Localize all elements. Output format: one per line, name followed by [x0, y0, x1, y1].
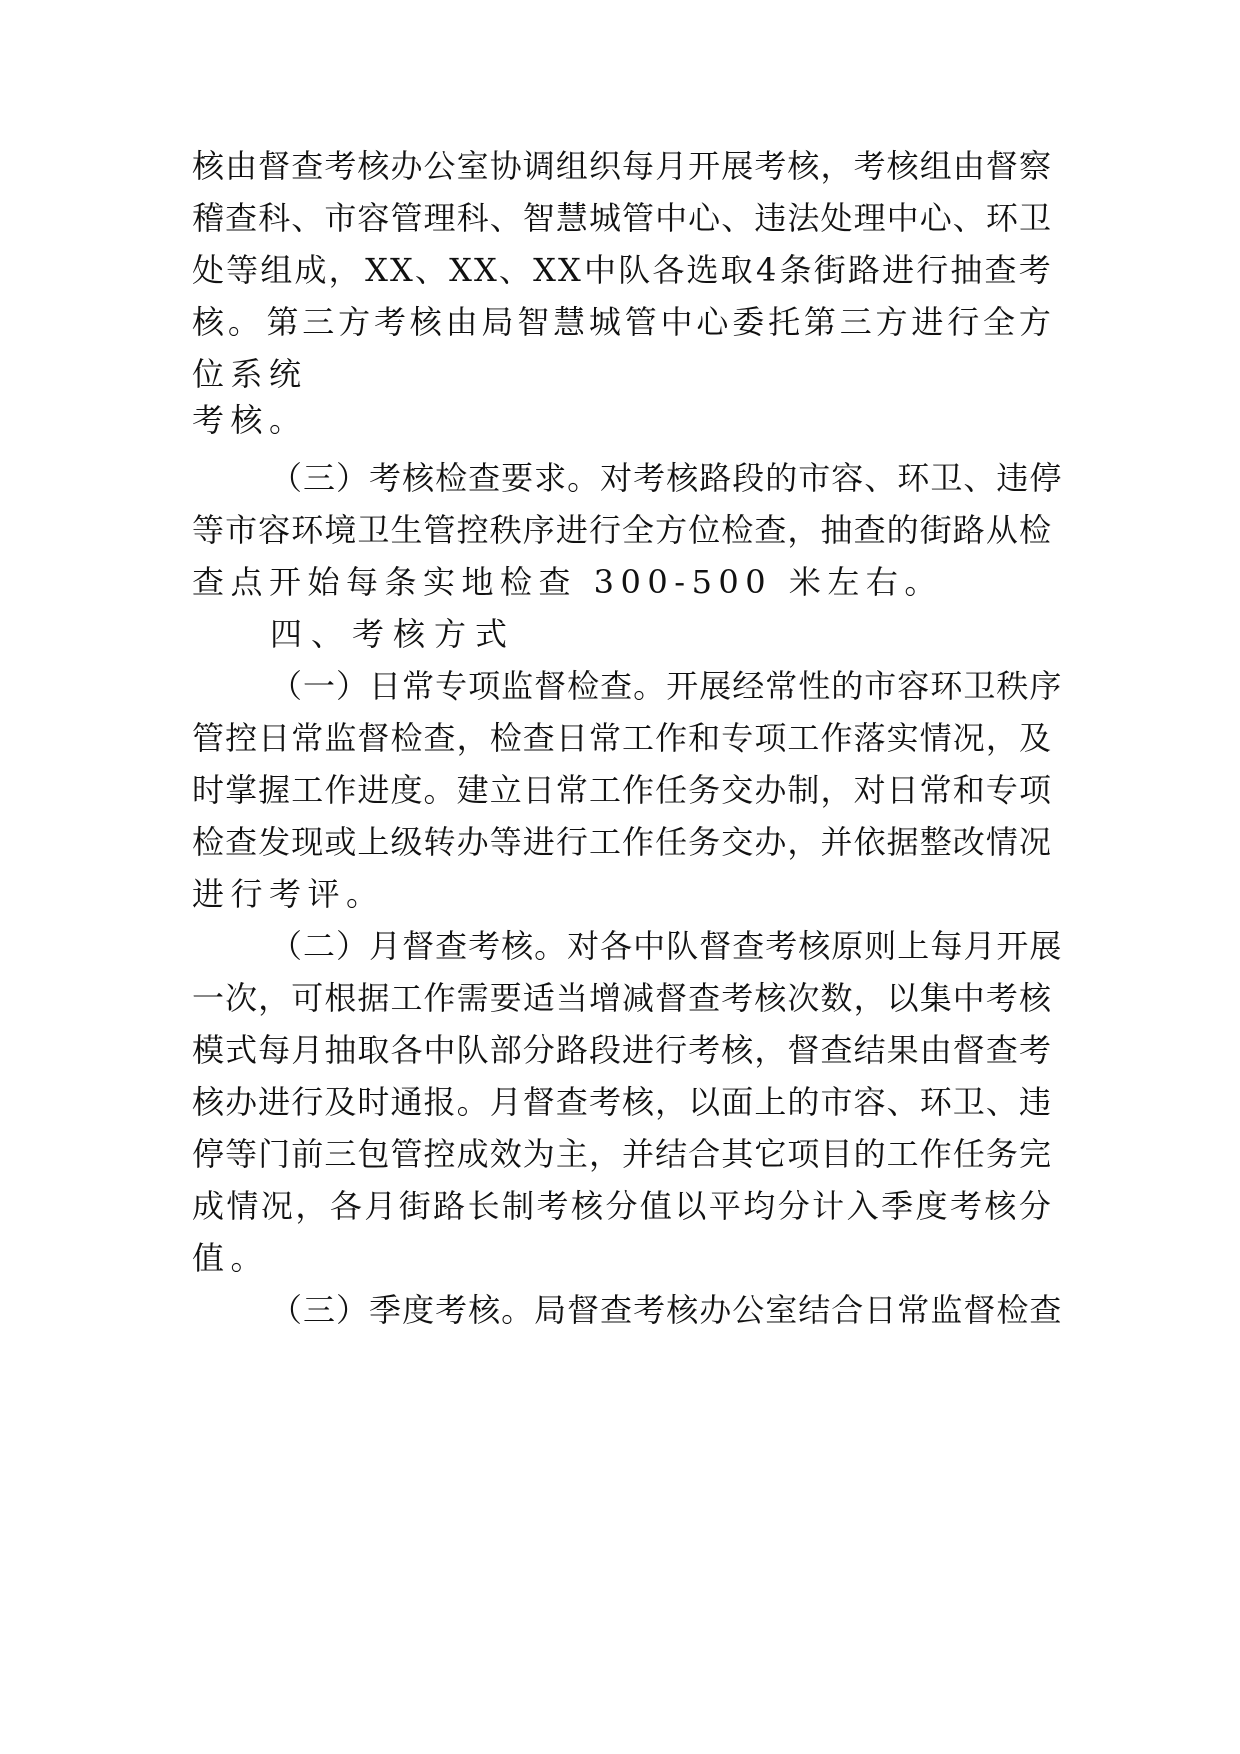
paragraph-line: 位系统 — [192, 355, 308, 393]
paragraph-line: 时 掌 握 工 作 进 度 。 建 立 日 常 工 作 任 务 交 办 制 ， 对 日 常 和 专 项 — [192, 771, 1052, 809]
section-heading: 四、考核方式 — [270, 615, 517, 653]
paragraph-line: 考核。 — [192, 401, 308, 439]
paragraph-line: 值。 — [192, 1239, 270, 1277]
paragraph-line: 检 查 发 现 或 上 级 转 办 等 进 行 工 作 任 务 交 办 ， 并 依 据 整 改 情 况 — [192, 823, 1052, 861]
paragraph-line: （ 一 ） 日 常 专 项 监 督 检 查 。 开 展 经 常 性 的 市 容 环 卫 秩 序 — [270, 667, 1063, 705]
paragraph-line: 停 等 门 前 三 包 管 控 成 效 为 主 ， 并 结 合 其 它 项 目 的 工 作 任 务 完 — [192, 1135, 1052, 1173]
paragraph-line: 核 由 督 查 考 核 办 公 室 协 调 组 织 每 月 开 展 考 核 ， 考 核 组 由 督 察 — [192, 147, 1052, 185]
paragraph-line: （ 三 ） 季 度 考 核 。 局 督 查 考 核 办 公 室 结 合 日 常 监 督 检 查 — [270, 1291, 1063, 1329]
paragraph-line: 管 控 日 常 监 督 检 查 ， 检 查 日 常 工 作 和 专 项 工 作 落 实 情 况 ， 及 — [192, 719, 1052, 757]
paragraph-line: 模 式 每 月 抽 取 各 中 队 部 分 路 段 进 行 考 核 ， 督 查 结 果 由 督 查 考 — [192, 1031, 1052, 1069]
paragraph-line: 处 等 组 成 ， X X 、 X X 、 X X 中 队 各 选 取 4 条 街 路 进 行 抽 查 考 — [192, 251, 1052, 289]
paragraph-line: 一 次 ， 可 根 据 工 作 需 要 适 当 增 减 督 查 考 核 次 数 ， 以 集 中 考 核 — [192, 979, 1052, 1017]
paragraph-line: 核 办 进 行 及 时 通 报 。 月 督 查 考 核 ， 以 面 上 的 市 容 、 环 卫 、 违 — [192, 1083, 1052, 1121]
paragraph-line: 核 。 第 三 方 考 核 由 局 智 慧 城 管 中 心 委 托 第 三 方 进 行 全 方 — [192, 303, 1052, 341]
paragraph-line: （ 二 ） 月 督 查 考 核 。 对 各 中 队 督 查 考 核 原 则 上 每 月 开 展 — [270, 927, 1063, 965]
paragraph-line: 查点开始每条实地检查 300-500 米左右。 — [192, 563, 943, 601]
paragraph-line: 稽 查 科 、 市 容 管 理 科 、 智 慧 城 管 中 心 、 违 法 处 理 中 心 、 环 卫 — [192, 199, 1052, 237]
paragraph-line: 等 市 容 环 境 卫 生 管 控 秩 序 进 行 全 方 位 检 查 ， 抽 查 的 街 路 从 检 — [192, 511, 1052, 549]
paragraph-line: （ 三 ） 考 核 检 查 要 求 。 对 考 核 路 段 的 市 容 、 环 卫 、 违 停 — [270, 459, 1063, 497]
paragraph-line: 进行考评。 — [192, 875, 385, 913]
paragraph-line: 成 情 况 ， 各 月 街 路 长 制 考 核 分 值 以 平 均 分 计 入 季 度 考 核 分 — [192, 1187, 1052, 1225]
